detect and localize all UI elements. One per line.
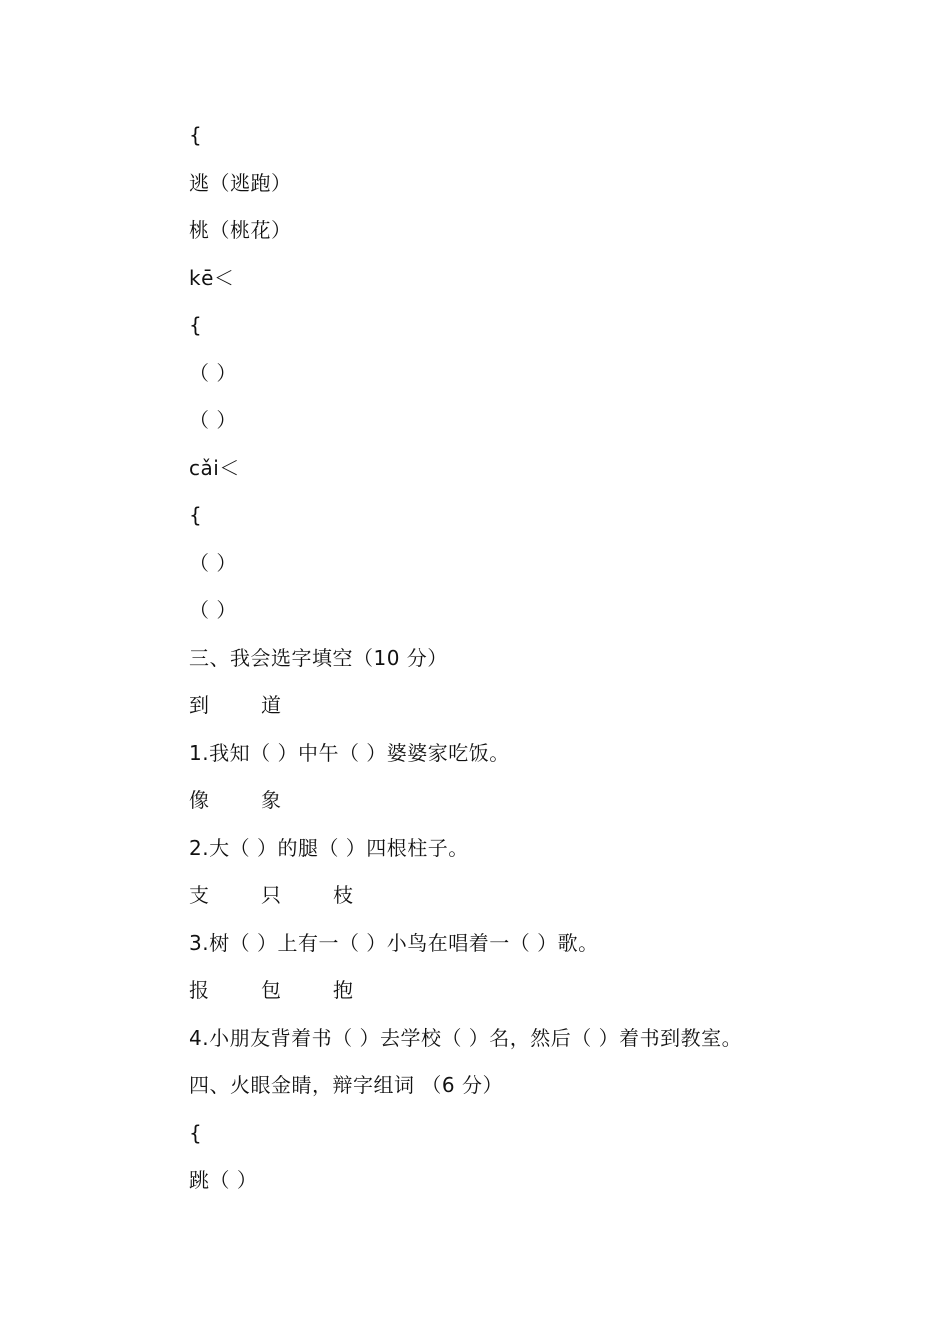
option-char: 包	[261, 978, 282, 1002]
brace-line: {	[189, 503, 203, 527]
pinyin-line: kē＜	[189, 265, 235, 290]
option-char: 抱	[333, 978, 354, 1002]
brace-line: {	[189, 123, 203, 147]
option-char: 像	[189, 788, 210, 812]
blank-line: （ ）	[189, 408, 237, 432]
q4-options	[189, 970, 889, 1018]
section-heading: 三、我会选字填空（10 分）	[189, 645, 448, 670]
option-char: 到	[189, 693, 210, 717]
brace-line: {	[189, 313, 203, 337]
option-char: 象	[261, 788, 282, 812]
document-body	[189, 115, 889, 1208]
pinyin-line: cǎi＜	[189, 455, 240, 480]
q3-options	[189, 875, 889, 923]
option-char: 道	[261, 693, 282, 717]
blank-line: （ ）	[189, 598, 237, 622]
blank-line: （ ）	[189, 550, 237, 575]
q2-sentence: 2.大（ ）的腿（ ）四根柱子。	[189, 835, 469, 860]
option-char: 报	[189, 978, 210, 1002]
q3-sentence: 3.树（ ）上有一（ ）小鸟在唱着一（ ）歌。	[189, 930, 599, 955]
option-char: 只	[261, 883, 282, 907]
blank-line: （ ）	[189, 360, 237, 385]
q1-options	[189, 685, 889, 733]
q2-options	[189, 780, 889, 828]
word-line: 逃（逃跑）	[189, 170, 292, 195]
section-heading: 四、火眼金睛，辩字组词 （6 分）	[189, 1073, 503, 1097]
option-char: 枝	[333, 883, 354, 907]
q1-sentence: 1.我知（ ）中午（ ）婆婆家吃饭。	[189, 740, 510, 765]
word-line: 桃（桃花）	[189, 218, 292, 242]
q4-sentence: 4.小朋友背着书（ ）去学校（ ）名，然后（ ）着书到教室。	[189, 1025, 743, 1050]
brace-line: {	[189, 1120, 203, 1145]
option-char: 支	[189, 883, 210, 907]
word-line: 跳（ ）	[189, 1168, 258, 1192]
